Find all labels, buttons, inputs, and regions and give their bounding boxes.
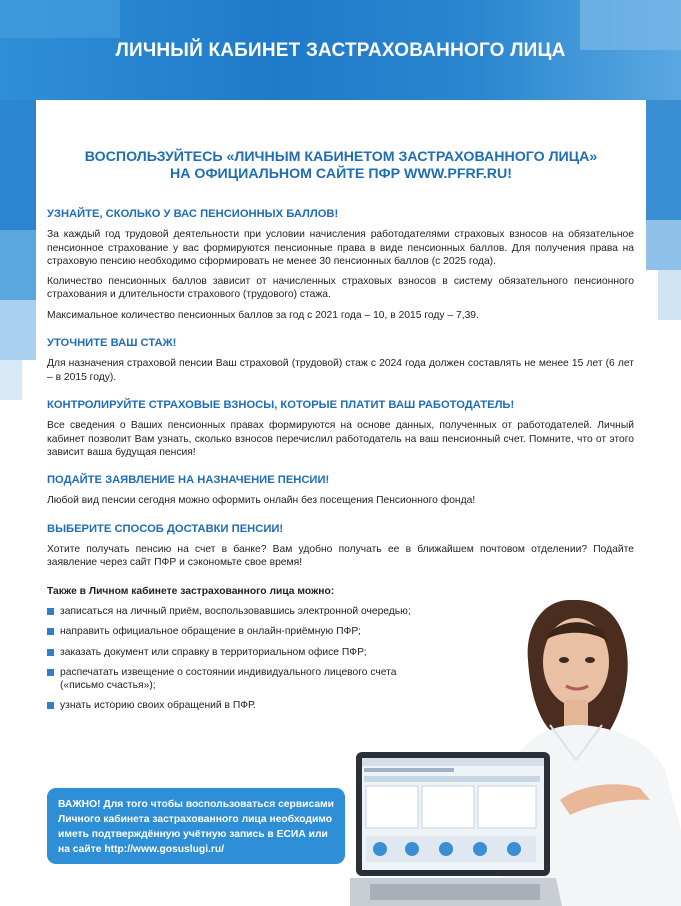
bullet-square-icon	[47, 628, 54, 635]
intro-heading	[36, 149, 646, 183]
section-paragraph: За каждый год трудовой деятельности при условии начисления работодателями страховых взносов на обязательное пенсионное страхование у вас формируются пенсионные права в виде пенсионных баллов. Для получения права на страховую пенсию необходимо сформировать не менее 30 пенсионных баллов (с 2025 года).	[47, 229, 634, 267]
section-experience	[47, 337, 634, 384]
also-title: Также в Личном кабинете застрахованного лица можно:	[47, 585, 335, 597]
intro-line-2: НА ОФИЦИАЛЬНОМ САЙТЕ ПФР WWW.PFRF.RU!	[169, 166, 513, 182]
list-item	[47, 605, 442, 618]
list-item-text: направить официальное обращение в онлайн-приёмную ПФР;	[60, 626, 361, 638]
section-heading: УЗНАЙТЕ, СКОЛЬКО У ВАС ПЕНСИОННЫХ БАЛЛОВ!	[47, 208, 339, 220]
section-paragraph: Все сведения о Ваших пенсионных правах формируются на основе данных, полученных от работодателей. Личный кабинет позволит Вам узнать, сколько взносов перечислил работодатель на ваш пенсионный счет. Помните, что от этого зависит ваша будущая пенсия!	[47, 420, 634, 458]
laptop-screenshot	[350, 750, 562, 906]
bullet-square-icon	[47, 649, 54, 656]
also-list	[47, 605, 442, 713]
bullet-square-icon	[47, 669, 54, 676]
list-item-text: заказать документ или справку в территориальном офисе ПФР;	[60, 646, 367, 658]
bullet-square-icon	[47, 702, 54, 709]
important-note	[47, 788, 345, 864]
section-heading: ВЫБЕРИТЕ СПОСОБ ДОСТАВКИ ПЕНСИИ!	[47, 522, 284, 535]
section-heading: УТОЧНИТЕ ВАШ СТАЖ!	[47, 337, 177, 350]
list-item	[47, 699, 442, 712]
intro-line-1: ВОСПОЛЬЗУЙТЕСЬ «ЛИЧНЫМ КАБИНЕТОМ ЗАСТРАХОВАННОГО ЛИЦА»	[84, 149, 598, 165]
section-heading: КОНТРОЛИРУЙТЕ СТРАХОВЫЕ ВЗНОСЫ, КОТОРЫЕ ПЛАТИТ ВАШ РАБОТОДАТЕЛЬ!	[47, 398, 515, 411]
list-item-text: узнать историю своих обращений в ПФР.	[60, 700, 256, 712]
section-delivery	[47, 523, 634, 570]
bullet-square-icon	[47, 608, 54, 615]
list-item	[47, 666, 442, 693]
section-paragraph: Максимальное количество пенсионных баллов за год с 2021 года – 10, в 2015 году – 7,39.	[47, 309, 479, 321]
list-item	[47, 625, 442, 638]
list-item-text: записаться на личный приём, воспользовавшись электронной очередью;	[60, 605, 411, 617]
section-contributions	[47, 399, 634, 459]
section-application	[47, 474, 634, 508]
section-heading: ПОДАЙТЕ ЗАЯВЛЕНИЕ НА НАЗНАЧЕНИЕ ПЕНСИИ!	[47, 474, 330, 487]
important-note-text: ВАЖНО! Для того чтобы воспользоваться сервисами Личного кабинета застрахованного лица необходимо иметь подтверждённую учётную запись в ЕСИА или на сайте http://www.gosuslugi.ru/	[58, 799, 335, 855]
section-points	[47, 208, 634, 322]
list-item-text: распечатать извещение о состоянии индивидуального лицевого счета («письмо счастья»);	[60, 666, 397, 692]
header-tile	[0, 0, 120, 38]
page-title: ЛИЧНЫЙ КАБИНЕТ ЗАСТРАХОВАННОГО ЛИЦА	[115, 40, 566, 61]
list-item	[47, 646, 442, 659]
section-paragraph: Для назначения страховой пенсии Ваш страховой (трудовой) стаж с 2024 года должен составлять не менее 15 лет (6 лет – в 2015 году).	[47, 358, 634, 383]
section-paragraph: Хотите получать пенсию на счет в банке? Вам удобно получать ее в ближайшем почтовом отделении? Подайте заявление через сайт ПФР и сэкономьте свое время!	[47, 544, 634, 569]
section-paragraph: Количество пенсионных баллов зависит от начисленных страховых взносов в систему обязательного пенсионного страхования и длительности страхового (трудового) стажа.	[47, 276, 634, 301]
section-paragraph: Любой вид пенсии сегодня можно оформить онлайн без посещения Пенсионного фонда!	[47, 495, 476, 507]
